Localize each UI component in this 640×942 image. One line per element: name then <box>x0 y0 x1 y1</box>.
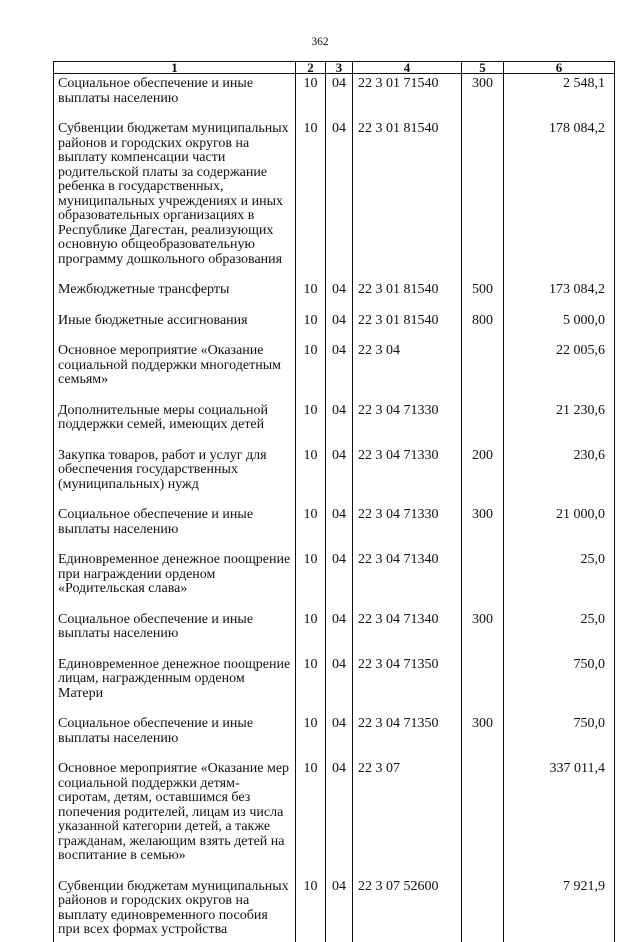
cell-amount: 21 000,0 <box>504 508 615 553</box>
cell-subsection: 04 <box>326 283 353 314</box>
cell-name: Основное мероприятие «Оказание мер социальной поддержки детям-сиротам, детям, оставшимся без попечения родителей, лицам из числа указанной категории детей, а также гражданам, желающим взять детей на воспитание в семью» <box>54 762 296 880</box>
column-header-section: 2 <box>296 62 326 74</box>
cell-section: 10 <box>296 553 326 613</box>
cell-expense-type: 500 <box>462 283 504 314</box>
cell-amount: 750,0 <box>504 658 615 718</box>
cell-target-article: 22 3 04 71330 <box>353 449 462 509</box>
cell-name: Субвенции бюджетам муниципальных районов и городских округов на выплату компенсации части родительской платы за содержание ребенка в государственных, муниципальных учреждениях и иных образовательных организациях в Республике Дагестан, реализующих основную общеобразовательную программу дошкольного образования <box>54 122 296 283</box>
cell-amount: 337 011,4 <box>504 762 615 880</box>
cell-name: Социальное обеспечение и иные выплаты населению <box>54 613 296 658</box>
cell-expense-type: 300 <box>462 717 504 762</box>
cell-name: Основное мероприятие «Оказание социальной поддержки многодетным семьям» <box>54 344 296 404</box>
cell-name: Социальное обеспечение и иные выплаты населению <box>54 74 296 123</box>
cell-subsection: 04 <box>326 344 353 404</box>
table-header <box>54 62 615 74</box>
cell-target-article: 22 3 07 52600 <box>353 880 462 942</box>
cell-section: 10 <box>296 613 326 658</box>
cell-target-article: 22 3 01 81540 <box>353 283 462 314</box>
cell-subsection: 04 <box>326 658 353 718</box>
cell-name: Дополнительные меры социальной поддержки семей, имеющих детей <box>54 404 296 449</box>
table-row <box>54 314 615 345</box>
cell-target-article: 22 3 04 71350 <box>353 658 462 718</box>
page-number: 362 <box>311 36 329 48</box>
cell-amount: 178 084,2 <box>504 122 615 283</box>
table-row <box>54 344 615 404</box>
cell-amount: 750,0 <box>504 717 615 762</box>
cell-amount: 25,0 <box>504 553 615 613</box>
cell-name: Субвенции бюджетам муниципальных районов и городских округов на выплату единовременного пособия при всех формах устройства <box>54 880 296 942</box>
table-row <box>54 508 615 553</box>
cell-name: Единовременное денежное поощрение лицам, награжденным орденом Матери <box>54 658 296 718</box>
cell-amount: 7 921,9 <box>504 880 615 942</box>
cell-expense-type: 200 <box>462 449 504 509</box>
header-row <box>54 62 615 74</box>
cell-amount: 2 548,1 <box>504 74 615 123</box>
cell-section: 10 <box>296 283 326 314</box>
table-row <box>54 553 615 613</box>
cell-target-article: 22 3 04 71340 <box>353 553 462 613</box>
table-row <box>54 880 615 942</box>
table-row <box>54 658 615 718</box>
cell-amount: 173 084,2 <box>504 283 615 314</box>
cell-subsection: 04 <box>326 553 353 613</box>
cell-name: Межбюджетные трансферты <box>54 283 296 314</box>
cell-target-article: 22 3 07 <box>353 762 462 880</box>
table-row <box>54 122 615 283</box>
cell-section: 10 <box>296 314 326 345</box>
cell-section: 10 <box>296 880 326 942</box>
cell-expense-type <box>462 404 504 449</box>
cell-section: 10 <box>296 74 326 123</box>
cell-amount: 230,6 <box>504 449 615 509</box>
cell-expense-type <box>462 658 504 718</box>
cell-expense-type <box>462 880 504 942</box>
cell-section: 10 <box>296 449 326 509</box>
cell-target-article: 22 3 04 71330 <box>353 404 462 449</box>
table-row <box>54 449 615 509</box>
cell-subsection: 04 <box>326 613 353 658</box>
cell-subsection: 04 <box>326 508 353 553</box>
cell-section: 10 <box>296 508 326 553</box>
cell-amount: 25,0 <box>504 613 615 658</box>
cell-expense-type: 800 <box>462 314 504 345</box>
cell-expense-type <box>462 122 504 283</box>
cell-subsection: 04 <box>326 122 353 283</box>
cell-expense-type: 300 <box>462 508 504 553</box>
cell-amount: 21 230,6 <box>504 404 615 449</box>
table-row <box>54 762 615 880</box>
cell-section: 10 <box>296 717 326 762</box>
cell-target-article: 22 3 04 <box>353 344 462 404</box>
cell-section: 10 <box>296 658 326 718</box>
column-header-expense-type: 5 <box>462 62 504 74</box>
table-row <box>54 74 615 123</box>
cell-section: 10 <box>296 344 326 404</box>
cell-subsection: 04 <box>326 404 353 449</box>
cell-expense-type <box>462 344 504 404</box>
cell-amount: 22 005,6 <box>504 344 615 404</box>
cell-expense-type: 300 <box>462 613 504 658</box>
cell-amount: 5 000,0 <box>504 314 615 345</box>
cell-subsection: 04 <box>326 880 353 942</box>
column-header-subsection: 3 <box>326 62 353 74</box>
cell-target-article: 22 3 04 71340 <box>353 613 462 658</box>
column-header-name: 1 <box>54 62 296 74</box>
column-header-target-article: 4 <box>353 62 462 74</box>
cell-target-article: 22 3 01 71540 <box>353 74 462 123</box>
cell-section: 10 <box>296 404 326 449</box>
cell-subsection: 04 <box>326 449 353 509</box>
budget-table <box>53 61 615 942</box>
table-body <box>54 74 615 942</box>
cell-target-article: 22 3 04 71330 <box>353 508 462 553</box>
cell-target-article: 22 3 01 81540 <box>353 314 462 345</box>
cell-subsection: 04 <box>326 74 353 123</box>
table-row <box>54 404 615 449</box>
table-row <box>54 717 615 762</box>
column-header-amount: 6 <box>504 62 615 74</box>
cell-name: Социальное обеспечение и иные выплаты населению <box>54 508 296 553</box>
cell-name: Единовременное денежное поощрение при награждении орденом «Родительская слава» <box>54 553 296 613</box>
cell-subsection: 04 <box>326 717 353 762</box>
cell-expense-type <box>462 762 504 880</box>
table-row <box>54 613 615 658</box>
cell-subsection: 04 <box>326 314 353 345</box>
cell-section: 10 <box>296 122 326 283</box>
cell-subsection: 04 <box>326 762 353 880</box>
cell-expense-type <box>462 553 504 613</box>
cell-target-article: 22 3 01 81540 <box>353 122 462 283</box>
table-row <box>54 283 615 314</box>
cell-target-article: 22 3 04 71350 <box>353 717 462 762</box>
cell-name: Закупка товаров, работ и услуг для обеспечения государственных (муниципальных) нужд <box>54 449 296 509</box>
cell-name: Социальное обеспечение и иные выплаты населению <box>54 717 296 762</box>
cell-name: Иные бюджетные ассигнования <box>54 314 296 345</box>
cell-section: 10 <box>296 762 326 880</box>
cell-expense-type: 300 <box>462 74 504 123</box>
